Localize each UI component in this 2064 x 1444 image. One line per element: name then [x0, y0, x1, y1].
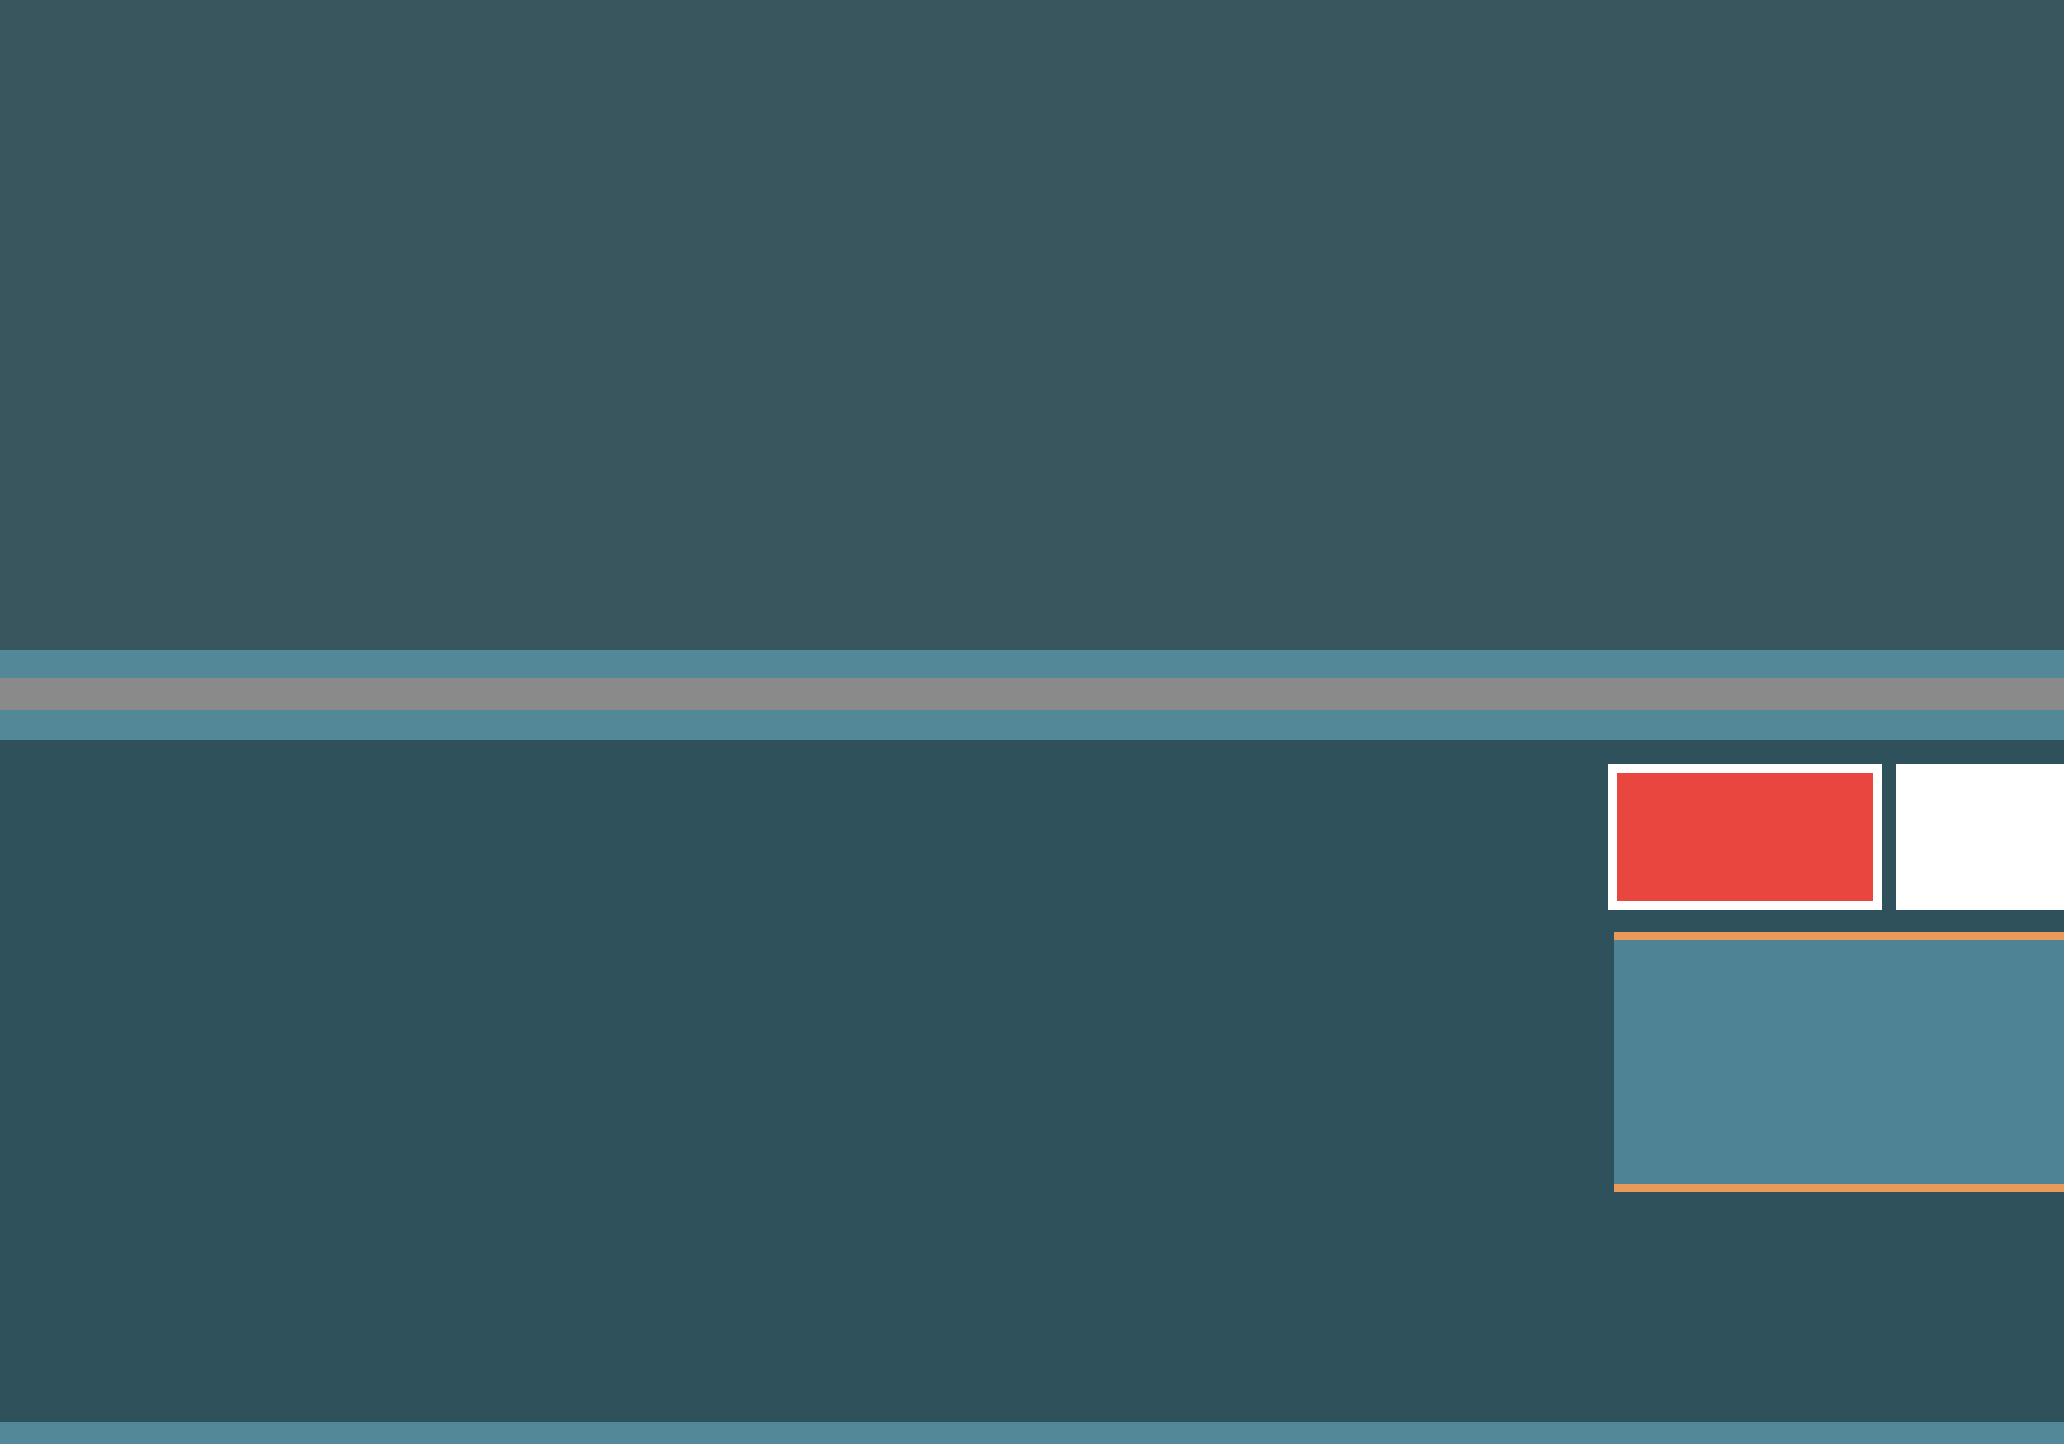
- divider-band-grey: [0, 678, 2064, 710]
- divider-band: [0, 650, 2064, 678]
- cover-title-box: [1614, 932, 2064, 1192]
- emergency-callout: [1608, 764, 1882, 910]
- divider-band: [0, 710, 2064, 740]
- footer-band: [0, 1422, 2064, 1444]
- contacts-strip: [0, 0, 2064, 660]
- bcss-logo: [1896, 764, 2064, 910]
